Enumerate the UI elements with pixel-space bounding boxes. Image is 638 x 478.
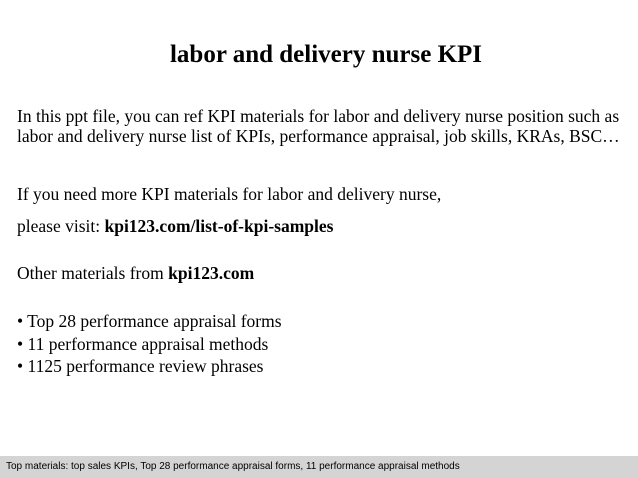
list-item: • 1125 performance review phrases: [17, 356, 264, 376]
visit-paragraph: [17, 216, 627, 236]
more-info-paragraph: If you need more KPI materials for labor and delivery nurse,: [17, 184, 442, 204]
materials-list: [17, 310, 282, 378]
intro-paragraph: In this ppt file, you can ref KPI materials for labor and delivery nurse position such as labor and delivery nurse list of KPIs, performance appraisal, job skills, KRAs, BSC…: [17, 106, 620, 146]
list-item: • 11 performance appraisal methods: [17, 333, 269, 354]
slide-title: labor and delivery nurse KPI: [169, 41, 483, 68]
other-materials-paragraph: [17, 263, 627, 283]
list-item: • Top 28 performance appraisal forms: [17, 311, 282, 331]
visit-link[interactable]: kpi123.com/list-of-kpi-samples: [104, 216, 334, 236]
footer-bar: Top materials: top sales KPIs, Top 28 performance appraisal forms, 11 performance appraisal methods: [0, 456, 638, 478]
other-prefix: Other materials from: [17, 263, 169, 283]
visit-prefix: please visit:: [17, 216, 105, 236]
other-link[interactable]: kpi123.com: [168, 263, 255, 283]
